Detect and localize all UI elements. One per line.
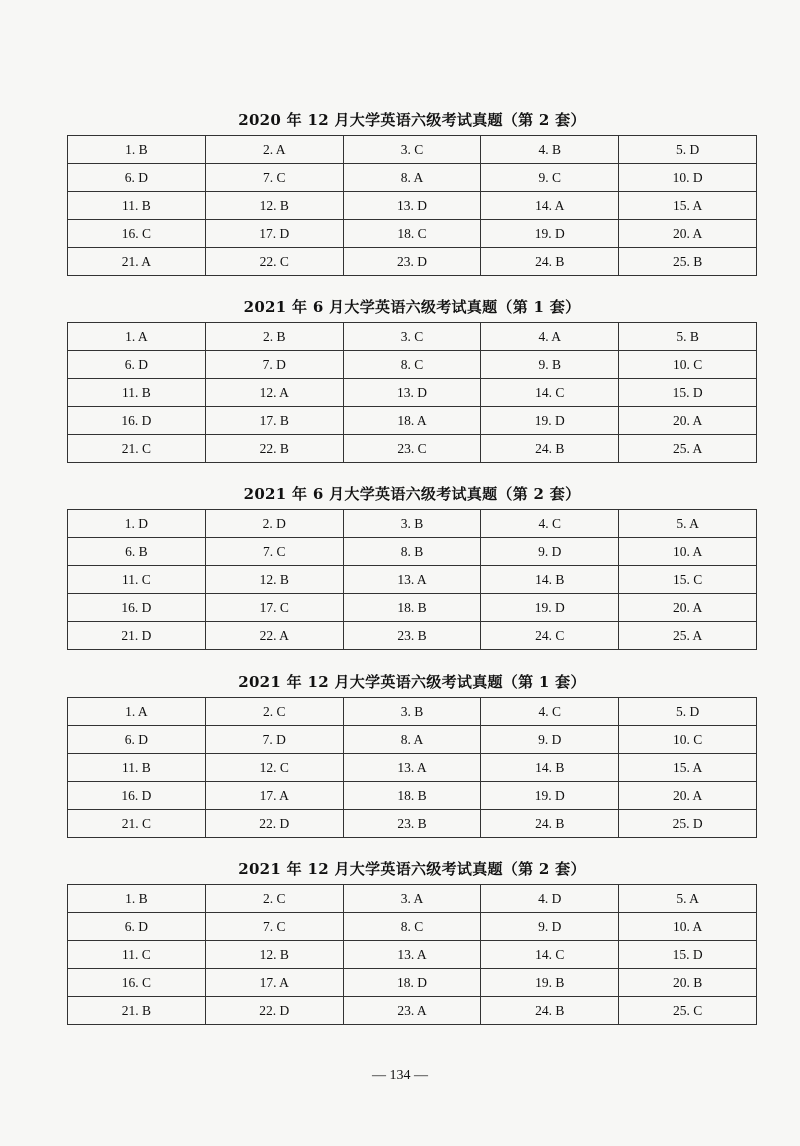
answer-cell: 1. B	[68, 885, 206, 913]
answer-cell: 10. A	[619, 538, 757, 566]
answer-cell: 12. B	[205, 192, 343, 220]
answer-cell: 15. A	[619, 192, 757, 220]
answer-cell: 15. C	[619, 566, 757, 594]
answer-cell: 7. D	[205, 351, 343, 379]
table-row	[68, 379, 757, 407]
table-row	[68, 594, 757, 622]
answer-cell: 21. C	[68, 810, 206, 838]
answer-table	[67, 697, 757, 838]
answer-cell: 4. C	[481, 510, 619, 538]
answer-cell: 9. D	[481, 538, 619, 566]
answer-cell: 17. C	[205, 594, 343, 622]
answer-cell: 13. A	[343, 566, 481, 594]
answer-cell: 14. C	[481, 941, 619, 969]
answer-cell: 16. D	[68, 407, 206, 435]
answer-cell: 8. C	[343, 913, 481, 941]
answer-cell: 10. C	[619, 726, 757, 754]
table-row	[68, 510, 757, 538]
answer-cell: 5. B	[619, 323, 757, 351]
answer-cell: 8. C	[343, 351, 481, 379]
answer-cell: 12. A	[205, 379, 343, 407]
table-row	[68, 435, 757, 463]
answer-cell: 7. C	[205, 164, 343, 192]
answer-cell: 6. B	[68, 538, 206, 566]
answer-cell: 3. C	[343, 136, 481, 164]
answer-cell: 11. C	[68, 941, 206, 969]
table-row	[68, 941, 757, 969]
answer-cell: 5. D	[619, 698, 757, 726]
section-title: 2021 年 6 月大学英语六级考试真题（第 1 套）	[243, 298, 581, 316]
table-row	[68, 220, 757, 248]
answer-cell: 8. A	[343, 726, 481, 754]
table-row	[68, 164, 757, 192]
answer-cell: 25. A	[619, 435, 757, 463]
answer-cell: 2. A	[205, 136, 343, 164]
answer-cell: 16. D	[68, 782, 206, 810]
answer-cell: 5. A	[619, 510, 757, 538]
answer-cell: 11. C	[68, 566, 206, 594]
answer-cell: 17. D	[205, 220, 343, 248]
answer-cell: 12. B	[205, 566, 343, 594]
section-title: 2020 年 12 月大学英语六级考试真题（第 2 套）	[238, 111, 586, 129]
section-title: 2021 年 12 月大学英语六级考试真题（第 2 套）	[238, 860, 586, 878]
answer-cell: 23. B	[343, 810, 481, 838]
answer-cell: 10. A	[619, 913, 757, 941]
answer-cell: 5. D	[619, 136, 757, 164]
answer-table	[67, 322, 757, 463]
answer-cell: 6. D	[68, 726, 206, 754]
answer-cell: 6. D	[68, 913, 206, 941]
answer-cell: 11. B	[68, 379, 206, 407]
table-row	[68, 538, 757, 566]
answer-cell: 1. A	[68, 698, 206, 726]
table-row	[68, 726, 757, 754]
answer-cell: 20. B	[619, 969, 757, 997]
table-row	[68, 782, 757, 810]
answer-cell: 19. D	[481, 220, 619, 248]
table-row	[68, 885, 757, 913]
table-row	[68, 323, 757, 351]
answer-cell: 25. B	[619, 248, 757, 276]
table-row	[68, 913, 757, 941]
answer-cell: 17. A	[205, 782, 343, 810]
answer-cell: 2. C	[205, 698, 343, 726]
answer-cell: 9. C	[481, 164, 619, 192]
answer-cell: 8. A	[343, 164, 481, 192]
answer-cell: 1. A	[68, 323, 206, 351]
answer-cell: 19. D	[481, 407, 619, 435]
answer-cell: 4. A	[481, 323, 619, 351]
answer-cell: 11. B	[68, 192, 206, 220]
answer-cell: 2. D	[205, 510, 343, 538]
section-title: 2021 年 6 月大学英语六级考试真题（第 2 套）	[243, 485, 581, 503]
answer-cell: 24. B	[481, 248, 619, 276]
table-row	[68, 136, 757, 164]
answer-cell: 22. C	[205, 248, 343, 276]
answer-cell: 1. D	[68, 510, 206, 538]
answer-cell: 4. C	[481, 698, 619, 726]
answer-cell: 15. D	[619, 941, 757, 969]
answer-cell: 24. B	[481, 997, 619, 1025]
answer-cell: 3. A	[343, 885, 481, 913]
answer-cell: 22. B	[205, 435, 343, 463]
table-row	[68, 698, 757, 726]
answer-cell: 23. D	[343, 248, 481, 276]
answer-cell: 20. A	[619, 220, 757, 248]
answer-cell: 7. C	[205, 538, 343, 566]
answer-cell: 22. D	[205, 810, 343, 838]
answer-cell: 23. C	[343, 435, 481, 463]
answer-cell: 21. D	[68, 622, 206, 650]
answer-cell: 21. C	[68, 435, 206, 463]
answer-cell: 13. D	[343, 192, 481, 220]
answer-cell: 11. B	[68, 754, 206, 782]
table-row	[68, 407, 757, 435]
page-number: — 134 —	[372, 1068, 428, 1083]
answer-cell: 14. B	[481, 754, 619, 782]
answer-cell: 6. D	[68, 164, 206, 192]
answer-cell: 20. A	[619, 782, 757, 810]
answer-cell: 2. C	[205, 885, 343, 913]
answer-cell: 14. A	[481, 192, 619, 220]
answer-cell: 15. A	[619, 754, 757, 782]
answer-cell: 18. C	[343, 220, 481, 248]
answer-cell: 19. D	[481, 782, 619, 810]
answer-cell: 20. A	[619, 594, 757, 622]
answer-cell: 22. A	[205, 622, 343, 650]
answer-cell: 13. D	[343, 379, 481, 407]
answer-cell: 17. B	[205, 407, 343, 435]
answer-cell: 13. A	[343, 941, 481, 969]
answer-cell: 21. A	[68, 248, 206, 276]
table-row	[68, 810, 757, 838]
table-row	[68, 248, 757, 276]
answer-cell: 10. D	[619, 164, 757, 192]
answer-cell: 21. B	[68, 997, 206, 1025]
answer-section-2021-6-set-2	[67, 483, 757, 650]
answer-cell: 1. B	[68, 136, 206, 164]
answer-section-2021-12-set-2	[67, 858, 757, 1025]
answer-cell: 24. B	[481, 810, 619, 838]
answer-cell: 13. A	[343, 754, 481, 782]
answer-cell: 3. B	[343, 698, 481, 726]
answer-section-2021-12-set-1	[67, 671, 757, 838]
answer-cell: 19. D	[481, 594, 619, 622]
answer-cell: 18. A	[343, 407, 481, 435]
answer-cell: 16. C	[68, 220, 206, 248]
section-title: 2021 年 12 月大学英语六级考试真题（第 1 套）	[238, 673, 586, 691]
answer-cell: 22. D	[205, 997, 343, 1025]
answer-cell: 16. C	[68, 969, 206, 997]
table-row	[68, 997, 757, 1025]
answer-table	[67, 884, 757, 1025]
answer-cell: 2. B	[205, 323, 343, 351]
answer-cell: 8. B	[343, 538, 481, 566]
answer-cell: 3. B	[343, 510, 481, 538]
answer-cell: 4. D	[481, 885, 619, 913]
answer-cell: 18. B	[343, 782, 481, 810]
answer-cell: 20. A	[619, 407, 757, 435]
answer-cell: 9. D	[481, 726, 619, 754]
answer-cell: 17. A	[205, 969, 343, 997]
answer-cell: 9. D	[481, 913, 619, 941]
answer-cell: 18. D	[343, 969, 481, 997]
answer-cell: 16. D	[68, 594, 206, 622]
answer-cell: 14. B	[481, 566, 619, 594]
answer-section-2021-6-set-1	[67, 296, 757, 463]
answer-cell: 24. C	[481, 622, 619, 650]
answer-cell: 5. A	[619, 885, 757, 913]
answer-cell: 3. C	[343, 323, 481, 351]
answer-cell: 25. A	[619, 622, 757, 650]
table-row	[68, 754, 757, 782]
table-row	[68, 192, 757, 220]
answer-cell: 12. B	[205, 941, 343, 969]
answer-cell: 6. D	[68, 351, 206, 379]
answer-cell: 7. C	[205, 913, 343, 941]
answer-cell: 25. D	[619, 810, 757, 838]
table-row	[68, 566, 757, 594]
answer-cell: 14. C	[481, 379, 619, 407]
table-row	[68, 622, 757, 650]
answer-cell: 10. C	[619, 351, 757, 379]
answer-cell: 15. D	[619, 379, 757, 407]
answer-cell: 4. B	[481, 136, 619, 164]
answer-cell: 25. C	[619, 997, 757, 1025]
answer-cell: 18. B	[343, 594, 481, 622]
answer-table	[67, 509, 757, 650]
answer-cell: 12. C	[205, 754, 343, 782]
answer-cell: 19. B	[481, 969, 619, 997]
table-row	[68, 351, 757, 379]
answer-cell: 23. B	[343, 622, 481, 650]
answer-cell: 9. B	[481, 351, 619, 379]
answer-section-2020-12-set-2	[67, 109, 757, 276]
answer-table	[67, 135, 757, 276]
answer-cell: 7. D	[205, 726, 343, 754]
answer-cell: 24. B	[481, 435, 619, 463]
table-row	[68, 969, 757, 997]
answer-cell: 23. A	[343, 997, 481, 1025]
